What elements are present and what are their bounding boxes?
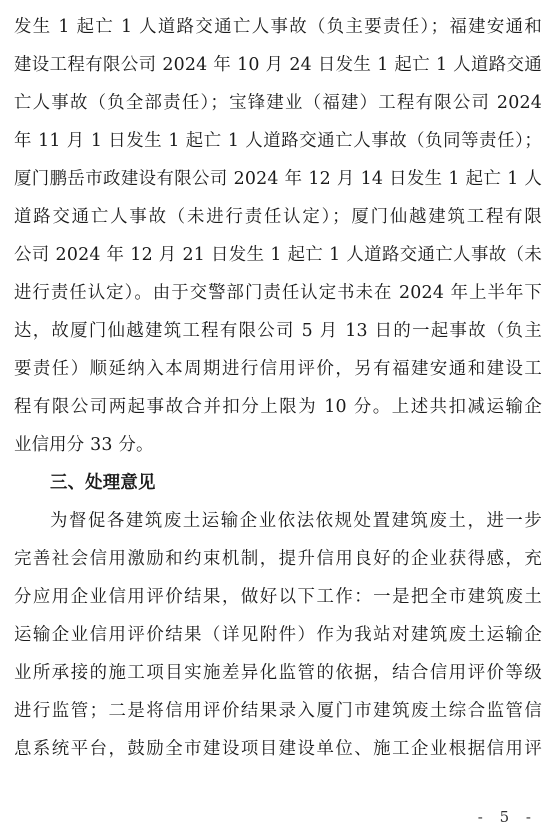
body-text-line: 厦门鹏岳市政建设有限公司 2024 年 12 月 14 日发生 1 起亡 1 人	[14, 169, 542, 189]
body-text-line: 道路交通亡人事故（未进行责任认定）；厦门仙越建筑工程有限	[14, 207, 542, 227]
body-text-line: 年 11 月 1 日发生 1 起亡 1 人道路交通亡人事故（负同等责任）；	[14, 131, 542, 151]
body-text-line: 分应用企业信用评价结果，做好以下工作：一是把全市建筑废土	[14, 587, 542, 607]
body-text-line: 业信用分 33 分。	[14, 435, 154, 455]
document-page	[14, 8, 542, 768]
body-text-line: 要责任）顺延纳入本周期进行信用评价，另有福建安通和建设工	[14, 359, 542, 379]
body-text-line: 息系统平台，鼓励全市建设项目建设单位、施工企业根据信用评	[14, 739, 542, 759]
body-text-line: 为督促各建筑废土运输企业依法依规处置建筑废土，进一步	[50, 511, 542, 531]
body-text-line: 运输企业信用评价结果（详见附件）作为我站对建筑废土运输企	[14, 625, 542, 645]
body-text-line: 程有限公司两起事故合并扣分上限为 10 分。上述共扣减运输企	[14, 397, 542, 417]
body-text-line: 建设工程有限公司 2024 年 10 月 24 日发生 1 起亡 1 人道路交通	[14, 55, 542, 75]
body-text-line: 进行责任认定）。由于交警部门责任认定书未在 2024 年上半年下	[14, 283, 542, 303]
page-number: - 5 -	[477, 808, 537, 826]
body-text-line: 进行监管；二是将信用评价结果录入厦门市建筑废土综合监管信	[14, 701, 542, 721]
body-text-line: 亡人事故（负全部责任）；宝锋建业（福建）工程有限公司 2024	[14, 93, 542, 113]
body-text-line: 发生 1 起亡 1 人道路交通亡人事故（负主要责任）；福建安通和	[14, 17, 542, 37]
body-text-line: 达，故厦门仙越建筑工程有限公司 5 月 13 日的一起事故（负主	[14, 321, 542, 341]
body-text-line: 业所承接的施工项目实施差异化监管的依据，结合信用评价等级	[14, 663, 542, 683]
body-text-line: 公司 2024 年 12 月 21 日发生 1 起亡 1 人道路交通亡人事故（未	[14, 245, 542, 265]
body-text-line: 完善社会信用激励和约束机制，提升信用良好的企业获得感，充	[14, 549, 542, 569]
section-heading: 三、处理意见	[50, 473, 156, 493]
